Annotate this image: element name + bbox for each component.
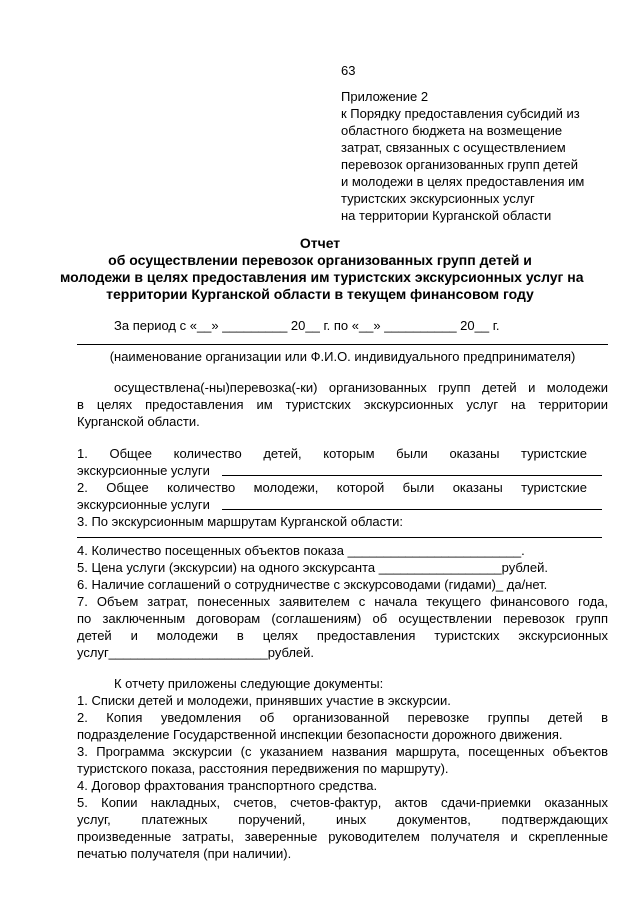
organization-caption: (наименование организации или Ф.И.О. индивидуального предпринимателя)	[109, 349, 576, 364]
item-2-line: 2. Общее количество молодежи, которой были оказаны туристские	[77, 480, 587, 495]
intro-line: осуществлена(-ны)перевозка(-ки) организованных групп детей и молодежи	[114, 380, 608, 395]
intro-line: в целях предоставления им туристских экскурсионных услуг на территории	[77, 397, 608, 412]
item-2-line: экскурсионные услуги	[77, 497, 210, 512]
item-3: 3. По экскурсионным маршрутам Курганской области:	[77, 514, 403, 529]
item-6: 6. Наличие соглашений о сотрудничестве с экскурсоводами (гидами)_ да/нет.	[77, 577, 548, 592]
item-7-line: 7. Объем затрат, понесенных заявителем с начала текущего финансового года,	[77, 594, 608, 609]
report-subtitle-line: молодежи в целях предоставления им туристских экскурсионных услуг на	[60, 269, 584, 285]
documents-intro: К отчету приложены следующие документы:	[114, 676, 384, 691]
document-4: 4. Договор фрахтования транспортного средства.	[77, 778, 378, 793]
period-line: За период с «__» _________ 20__ г. по «__» __________ 20__ г.	[114, 318, 500, 333]
report-subtitle-line: об осуществлении перевозок организованных групп детей и	[108, 252, 532, 268]
document-3-line: 3. Программа экскурсии (с указанием названия маршрута, посещенных объектов	[77, 744, 608, 759]
appendix-line: перевозок организованных групп детей	[341, 157, 579, 172]
intro-line: Курганской области.	[77, 414, 200, 429]
report-subtitle-line: территории Курганской области в текущем финансовом году	[106, 286, 534, 302]
appendix-line: к Порядку предоставления субсидий из	[341, 106, 580, 121]
document-5-line: произведенные затраты, заверенные руководителем получателя и скрепленные	[77, 829, 608, 844]
organization-name-blank	[77, 344, 608, 345]
appendix-line: на территории Курганской области	[341, 208, 552, 223]
document-5-line: печатью получателя (при наличии).	[77, 846, 292, 861]
appendix-line: затрат, связанных с осуществлением	[341, 140, 566, 155]
item-3-blank	[77, 537, 602, 538]
item-1-blank	[222, 475, 602, 476]
appendix-line: областного бюджета на возмещение	[341, 123, 563, 138]
item-5: 5. Цена услуги (экскурсии) на одного экскурсанта _________________рублей.	[77, 560, 548, 575]
appendix-line: туристских экскурсионных услуг	[341, 191, 535, 206]
item-1-line: экскурсионные услуги	[77, 463, 210, 478]
item-4: 4. Количество посещенных объектов показа ________________________.	[77, 543, 525, 558]
document-2-line: 2. Копия уведомления об организованной перевозке группы детей в	[77, 710, 608, 725]
document-5-line: 5. Копии накладных, счетов, счетов-фактур, актов сдачи-приемки оказанных	[77, 795, 608, 810]
document-5-line: услуг, платежных поручений, иных документов, подтверждающих	[77, 812, 608, 827]
report-title: Отчет	[299, 235, 341, 251]
document-3-line: туристского показа, расстояния передвижения по маршруту).	[77, 761, 449, 776]
item-7-line: детей и молодежи в целях предоставления туристских экскурсионных	[77, 628, 608, 643]
item-2-blank	[222, 509, 602, 510]
appendix-title: Приложение 2	[341, 89, 429, 104]
appendix-line: и молодежи в целях предоставления им	[341, 174, 585, 189]
item-1-line: 1. Общее количество детей, которым были оказаны туристские	[77, 446, 587, 461]
item-7-line: услуг______________________рублей.	[77, 645, 315, 660]
document-1: 1. Списки детей и молодежи, принявших участие в экскурсии.	[77, 693, 451, 708]
item-7-line: по заключенным договорам (соглашениям) об осуществлении перевозок групп	[77, 611, 608, 626]
page-number: 63	[341, 63, 356, 78]
document-2-line: подразделение Государственной инспекции безопасности дорожного движения.	[77, 727, 563, 742]
